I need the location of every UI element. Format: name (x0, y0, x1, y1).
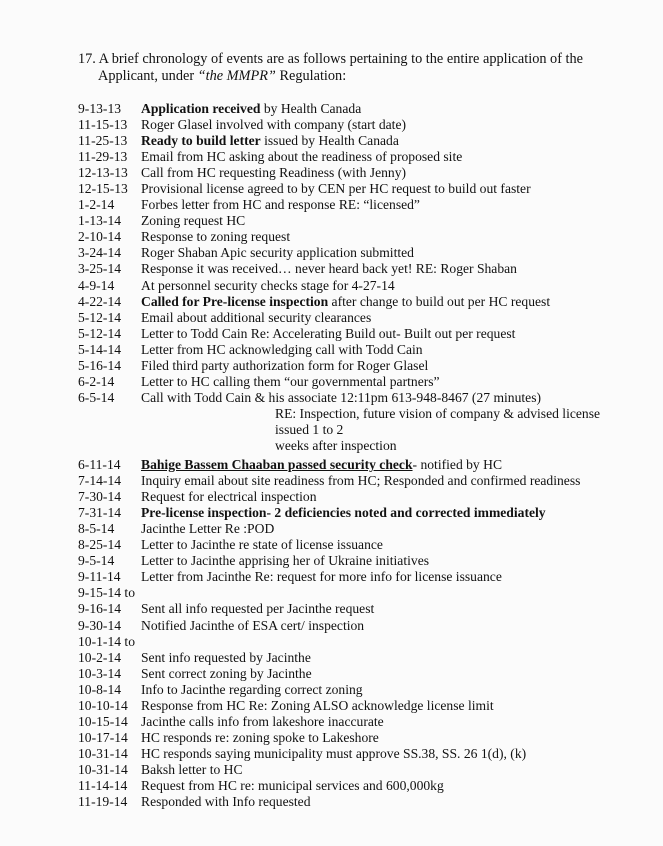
entry-date: 4-22-14 (78, 293, 122, 309)
chronology-entry (78, 794, 648, 810)
entry-description (141, 682, 363, 698)
entry-description (141, 489, 317, 505)
entry-description (141, 165, 406, 181)
chronology-entry (78, 278, 648, 294)
entry-date: 10-8-14 (78, 681, 122, 697)
chronology-entry (78, 358, 648, 374)
entry-description (141, 261, 517, 277)
entry-date: 2-10-14 (78, 229, 122, 245)
chronology-entry (78, 197, 648, 213)
entry-description (141, 374, 440, 390)
entry-date: 4-9-14 (78, 277, 115, 293)
entry-date: 10-3-14 (78, 665, 122, 681)
entry-text: by Health Canada (260, 101, 362, 116)
chronology-entry (78, 537, 648, 553)
entry-description (141, 473, 580, 489)
chronology-entry (78, 310, 648, 326)
chronology-entry (78, 521, 648, 537)
entry-description (141, 197, 420, 213)
entry-date: 7-30-14 (78, 489, 122, 505)
entry-text: Provisional license agreed to by CEN per HC request to build out faster (141, 181, 531, 197)
entry-highlight: Pre-license inspection- 2 deficiencies noted and corrected immediately (141, 505, 546, 521)
chronology-entry (78, 245, 648, 261)
chronology-entry (78, 682, 648, 698)
entry-text: Letter to HC calling them “our governmental partners” (141, 373, 440, 389)
entry-text: HC responds saying municipality must approve SS.38, SS. 26 1(d), (k) (141, 745, 527, 761)
entry-description (141, 245, 414, 261)
entry-date: 9-30-14 (78, 617, 122, 633)
entry-date: 9-16-14 (78, 601, 122, 617)
chronology-entry (78, 746, 648, 762)
entry-date: 10-31-14 (78, 745, 128, 761)
entry-text: Jacinthe Letter Re :POD (141, 521, 275, 537)
entry-text: Letter from HC acknowledging call with Todd Cain (141, 341, 423, 357)
entry-description (141, 213, 245, 229)
chronology-entry (78, 585, 648, 601)
entry-text: Request from HC re: municipal services and 600,000kg (141, 777, 444, 793)
entry-date: 10-10-14 (78, 697, 128, 713)
chronology-entry (78, 165, 648, 181)
entry-description (141, 698, 494, 714)
entry-date: 11-14-14 (78, 777, 128, 793)
entry-highlight: Application received (141, 101, 261, 116)
chronology-entry (78, 117, 648, 133)
entry-text: At personnel security checks stage for 4-27-14 (141, 277, 395, 293)
entry-date: 5-12-14 (78, 309, 122, 325)
chronology-entry (78, 342, 648, 358)
entry-text: Zoning request HC (141, 213, 246, 229)
entry-date: 1-13-14 (78, 213, 122, 229)
entry-description (141, 505, 546, 521)
entry-description (141, 390, 541, 406)
entry-text: issued by Health Canada (260, 133, 399, 149)
entry-description (141, 278, 395, 294)
chronology-entry (78, 601, 648, 617)
entry-text: Call from HC requesting Readiness (with Jenny) (141, 165, 407, 181)
chronology-entry (78, 213, 648, 229)
entry-text: Sent all info requested per Jacinthe request (141, 601, 375, 617)
entry-description (141, 294, 550, 310)
entry-description (141, 730, 379, 746)
chronology-entry (78, 326, 648, 342)
entry-text: Baksh letter to HC (141, 761, 243, 777)
entry-description (141, 149, 462, 165)
entry-date: 3-25-14 (78, 261, 122, 277)
chronology-entry (78, 149, 648, 165)
chronology-list (78, 101, 648, 810)
entry-description (141, 569, 502, 585)
entry-date: 9-5-14 (78, 553, 115, 569)
entry-description (141, 181, 531, 197)
entry-description (141, 101, 361, 117)
entry-text: Email from HC asking about the readiness of proposed site (141, 149, 463, 165)
entry-description (141, 310, 371, 326)
chronology-entry (78, 698, 648, 714)
entry-date: 5-12-14 (78, 325, 122, 341)
entry-description (141, 762, 243, 778)
chronology-entry (78, 229, 648, 245)
chronology-entry (78, 778, 648, 794)
entry-description (141, 746, 526, 762)
entry-text: Roger Shaban Apic security application submitted (141, 245, 414, 261)
entry-date: 12-13-13 (78, 165, 128, 181)
entry-date: 1-2-14 (78, 197, 115, 213)
entry-text: Response it was received… never heard back yet! RE: Roger Shaban (141, 261, 517, 277)
chronology-entry (78, 714, 648, 730)
entry-date: 3-24-14 (78, 245, 122, 261)
entry-date: 8-25-14 (78, 537, 122, 553)
entry-description (141, 117, 406, 133)
chronology-entry (78, 618, 648, 634)
entry-date: 9-13-13 (78, 101, 122, 116)
entry-description (141, 650, 311, 666)
entry-text: Response from HC Re: Zoning ALSO acknowledge license limit (141, 697, 494, 713)
entry-date: 7-14-14 (78, 473, 122, 489)
entry-description (141, 553, 429, 569)
chronology-entry (78, 473, 648, 489)
entry-text: Forbes letter from HC and response RE: “licensed” (141, 197, 420, 213)
entry-text: Letter to Jacinthe re state of license issuance (141, 537, 383, 553)
entry-highlight: Called for Pre-license inspection (141, 293, 329, 309)
entry-highlight: Ready to build letter (141, 133, 261, 149)
intro-line-1: 17. A brief chronology of events are as follows pertaining to the entire application of the (78, 51, 584, 67)
entry-description (141, 794, 311, 810)
entry-description (141, 618, 364, 634)
intro-regulation-name: “the MMPR” (197, 68, 276, 84)
entry-date: 11-15-13 (78, 117, 128, 133)
entry-date: 10-31-14 (78, 761, 128, 777)
chronology-entry (78, 374, 648, 390)
entry-description (141, 229, 290, 245)
entry-description (141, 358, 428, 374)
entry-description (141, 326, 515, 342)
chronology-entry (78, 666, 648, 682)
entry-text: Letter to Todd Cain Re: Accelerating Build out- Built out per request (141, 325, 516, 341)
intro-line-2-suffix: Regulation: (275, 68, 347, 84)
entry-description (141, 537, 383, 553)
entry-date: 7-31-14 (78, 505, 122, 521)
chronology-entry (78, 762, 648, 778)
entry-date: 9-15-14 to (78, 585, 136, 601)
entry-highlight: Bahige Bassem Chaaban passed security check (141, 457, 413, 473)
chronology-entry (78, 294, 648, 310)
entry-date: 12-15-13 (78, 181, 128, 197)
entry-date: 6-2-14 (78, 373, 115, 389)
entry-date: 5-14-14 (78, 341, 122, 357)
intro-line-2-prefix: Applicant, under (98, 68, 198, 84)
entry-text: Response to zoning request (141, 229, 291, 245)
entry-description (141, 342, 423, 358)
entry-text: Info to Jacinthe regarding correct zoning (141, 681, 363, 697)
chronology-entry (78, 569, 648, 585)
chronology-entry (78, 505, 648, 521)
chronology-entry (78, 390, 648, 406)
entry-text: after change to build out per HC request (328, 293, 551, 309)
entry-continuation (78, 406, 605, 454)
entry-text: Sent correct zoning by Jacinthe (141, 665, 312, 681)
entry-text: Letter from Jacinthe Re: request for more info for license issuance (141, 569, 502, 585)
entry-description (141, 778, 444, 794)
continuation-line-2: weeks after inspection (275, 437, 397, 453)
entry-description (141, 521, 274, 537)
entry-text: Email about additional security clearances (141, 309, 372, 325)
entry-description (141, 457, 502, 473)
chronology-entry (78, 489, 648, 505)
entry-text: Responded with Info requested (141, 794, 311, 810)
entry-text: HC responds re: zoning spoke to Lakeshore (141, 729, 379, 745)
entry-description (141, 601, 374, 617)
intro-line-2 (78, 68, 598, 85)
chronology-entry (78, 650, 648, 666)
entry-text: Letter to Jacinthe apprising her of Ukraine initiatives (141, 553, 430, 569)
entry-text: Inquiry email about site readiness from HC; Responded and confirmed readiness (141, 473, 581, 489)
entry-description (141, 714, 384, 730)
continuation-line-1: RE: Inspection, future vision of company & advised license issued 1 to 2 (275, 405, 601, 437)
entry-date: 10-15-14 (78, 713, 128, 729)
entry-text: Jacinthe calls info from lakeshore inaccurate (141, 713, 384, 729)
entry-text: Notified Jacinthe of ESA cert/ inspection (141, 617, 365, 633)
chronology-entry (78, 634, 648, 650)
entry-date: 6-11-14 (78, 457, 121, 473)
entry-date: 10-17-14 (78, 729, 128, 745)
chronology-entry (78, 457, 648, 473)
entry-text: Sent info requested by Jacinthe (141, 649, 311, 665)
entry-date: 6-5-14 (78, 389, 115, 405)
entry-text: Call with Todd Cain & his associate 12:11pm 613-948-8467 (27 minutes) (141, 389, 542, 405)
entry-description (141, 666, 312, 682)
entry-date: 5-16-14 (78, 357, 122, 373)
chronology-entry (78, 553, 648, 569)
chronology-entry (78, 181, 648, 197)
entry-text: Request for electrical inspection (141, 489, 317, 505)
entry-date: 11-29-13 (78, 149, 128, 165)
entry-date: 8-5-14 (78, 521, 115, 537)
entry-date: 9-11-14 (78, 569, 121, 585)
entry-description (141, 133, 399, 149)
chronology-entry (78, 101, 648, 117)
entry-date: 10-2-14 (78, 649, 122, 665)
entry-text: Filed third party authorization form for Roger Glasel (141, 357, 429, 373)
chronology-entry (78, 730, 648, 746)
chronology-entry (78, 261, 648, 277)
entry-date: 11-25-13 (78, 133, 128, 149)
intro-paragraph (78, 51, 598, 85)
entry-text: Roger Glasel involved with company (start date) (141, 117, 407, 133)
entry-text: - notified by HC (412, 457, 503, 473)
entry-date: 11-19-14 (78, 794, 128, 810)
entry-date: 10-1-14 to (78, 633, 136, 649)
chronology-entry (78, 133, 648, 149)
